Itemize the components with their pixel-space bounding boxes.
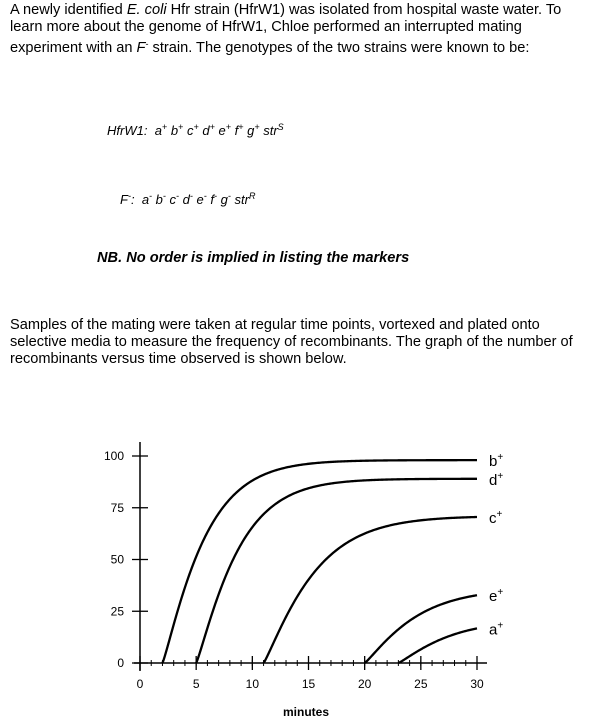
- f-marker: e-: [196, 191, 207, 207]
- x-tick-label: 30: [470, 677, 484, 691]
- recombinant-chart: [0, 420, 600, 725]
- f-marker: c-: [169, 191, 180, 207]
- x-tick-label: 0: [136, 677, 144, 691]
- f-marker: str$^R$: [234, 191, 256, 207]
- y-tick-label: 75: [110, 500, 124, 515]
- hfr-marker: g+: [247, 122, 260, 138]
- f-marker: d-: [182, 191, 193, 207]
- chart-labels: [489, 452, 503, 638]
- series-label-c: c+: [489, 508, 503, 527]
- curve-c: [264, 517, 477, 663]
- f-marker: b-: [155, 191, 166, 207]
- method-paragraph: Samples of the mating were taken at regular time points, vortexed and plated onto selective media to measure the frequency of recombinants. The graph of the number of recombinants versus time observed is shown below.: [10, 317, 573, 367]
- hfr-markers: [155, 123, 284, 138]
- curve-a: [398, 628, 477, 663]
- chart-curves: [162, 460, 477, 663]
- f-marker: f-: [210, 191, 217, 207]
- hfr-marker: d+: [202, 122, 215, 138]
- note-text: NB. No order is implied in listing the markers: [97, 250, 410, 266]
- f-minus-genotype: F-: a- b- c- d- e- f- g- str$^R$: [120, 191, 256, 207]
- x-tick-label: 5: [192, 677, 200, 691]
- hfr-marker: b+: [170, 122, 184, 138]
- y-tick-label: 100: [103, 449, 124, 463]
- intro-paragraph: A newly identified E. coli Hfr strain (HfrW1) was isolated from hospital waste water. To learn more about the genome of HfrW1, Chloe performed an interrupted mating experiment with an F- strain. The genotypes of the two strains were known to be:: [10, 2, 562, 56]
- curve-d: [196, 479, 477, 663]
- curve-e: [365, 595, 477, 663]
- hfr-marker: f+: [234, 122, 244, 138]
- series-label-d: d+: [489, 470, 504, 489]
- y-tick-label: 0: [117, 656, 124, 670]
- x-tick-label: 20: [357, 677, 372, 691]
- y-tick-label: 25: [110, 604, 124, 619]
- x-tick-label: 10: [245, 677, 260, 691]
- f-markers: [142, 192, 256, 207]
- hfr-marker: e+: [218, 122, 231, 138]
- f-marker: a-: [141, 191, 153, 207]
- curve-b: [162, 460, 477, 663]
- hfr-genotype: HfrW1: a+ b+ c+ d+ e+ f+ g+ str$^S$: [107, 122, 284, 138]
- series-label-a: a+: [489, 620, 504, 639]
- hfr-marker: c+: [186, 122, 199, 138]
- series-label-e: e+: [489, 587, 504, 606]
- x-tick-label: 15: [301, 677, 316, 691]
- hfr-marker: a+: [154, 122, 168, 138]
- y-tick-label: 50: [110, 552, 124, 567]
- f-marker: g-: [220, 191, 231, 207]
- series-label-b: b+: [489, 452, 504, 471]
- x-tick-label: 25: [414, 677, 428, 691]
- x-axis-label: minutes: [282, 705, 330, 719]
- hfr-marker: str$^S$: [263, 122, 284, 138]
